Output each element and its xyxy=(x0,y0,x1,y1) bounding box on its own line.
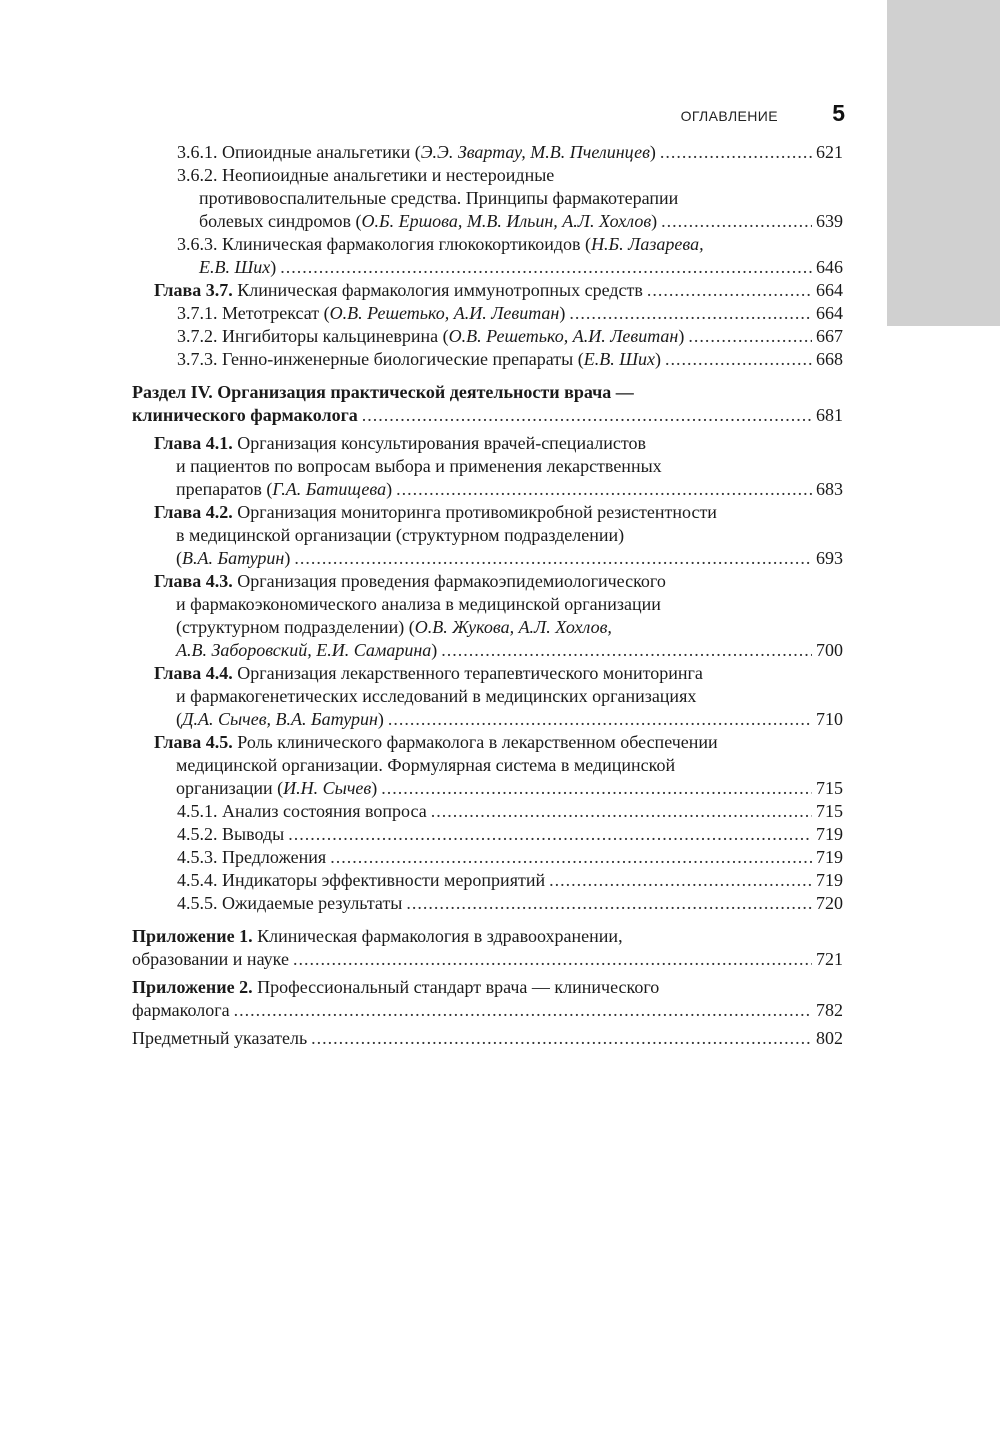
toc-subject-index[interactable]: Предметный указатель ..... 802 xyxy=(132,1027,843,1050)
entry-authors: В.А. Батурин xyxy=(182,548,285,568)
chapter-label: Глава 4.3. xyxy=(154,571,233,591)
toc-section-4[interactable] xyxy=(132,381,843,427)
chapter-label: Глава 4.4. xyxy=(154,663,233,683)
leader-dots xyxy=(441,639,812,662)
entry-authors: Д.А. Сычев, В.А. Батурин xyxy=(182,709,378,729)
leader-dots xyxy=(688,325,812,348)
leader-dots xyxy=(388,708,812,731)
page-ref: 646 xyxy=(816,257,843,277)
leader-dots xyxy=(330,846,812,869)
page-ref: 719 xyxy=(816,847,843,867)
entry-authors: И.Н. Сычев xyxy=(283,778,372,798)
page-ref: 710 xyxy=(816,709,843,729)
leader-dots xyxy=(234,999,812,1022)
page-ref: 720 xyxy=(816,893,843,913)
section-title: Раздел IV. Организация практической деятельности врача — xyxy=(132,382,634,402)
leader-dots xyxy=(569,302,812,325)
toc-entry-3-6-1[interactable]: 3.6.1. Опиоидные анальгетики (Э.Э. Звартау, М.В. Пчелинцев) ..... 621 xyxy=(132,141,843,164)
leader-dots xyxy=(396,478,812,501)
entry-authors: Г.А. Батищева xyxy=(272,479,387,499)
chapter-tab-marker xyxy=(887,0,1000,326)
leader-dots xyxy=(381,777,812,800)
chapter-label: Глава 4.1. xyxy=(154,433,233,453)
page-ref: 667 xyxy=(816,326,843,346)
toc-appendix-1[interactable]: Приложение 1. Клиническая фармакология в здравоохранении, образовании и науке ..... 721 xyxy=(132,925,843,971)
entry-authors: О.Б. Ершова, М.В. Ильин, А.Л. Хохлов xyxy=(361,211,652,231)
toc-appendix-2[interactable]: Приложение 2. Профессиональный стандарт врача — клинического фармаколога ..... 782 xyxy=(132,976,843,1022)
appendix-label: Приложение 2. xyxy=(132,977,253,997)
toc-chapter-4-4[interactable]: Глава 4.4. Организация лекарственного терапевтического мониторинга и фармакогенетических исследований в медицинских организациях (Д.А. Сычев, В.А. Батурин) ..... 710 xyxy=(132,662,843,731)
leader-dots xyxy=(288,823,812,846)
toc-entry-4-5-3[interactable]: 4.5.3. Предложения ..... 719 xyxy=(132,846,843,869)
leader-dots xyxy=(661,210,812,233)
page-ref: 715 xyxy=(816,778,843,798)
page-ref: 715 xyxy=(816,801,843,821)
entry-authors: Е.В. Ших xyxy=(583,349,655,369)
toc-chapter-4-3[interactable]: Глава 4.3. Организация проведения фармакоэпидемиологического и фармакоэкономического анализа в медицинской организации (структурном подразделении) (О.В. Жукова, А.Л. Хохлов, А.В. Заборовский, Е.И. Самарина) ..... 700 xyxy=(132,570,843,662)
leader-dots xyxy=(660,141,812,164)
leader-dots xyxy=(280,256,812,279)
page-ref: 664 xyxy=(816,280,843,300)
leader-dots xyxy=(293,948,812,971)
entry-authors: А.В. Заборовский, Е.И. Самарина xyxy=(176,640,432,660)
page-ref: 693 xyxy=(816,548,843,568)
leader-dots xyxy=(431,800,812,823)
leader-dots xyxy=(549,869,812,892)
toc-entry-4-5-1[interactable]: 4.5.1. Анализ состояния вопроса ..... 715 xyxy=(132,800,843,823)
entry-authors: Э.Э. Звартау, М.В. Пчелинцев xyxy=(420,142,650,162)
page-ref: 719 xyxy=(816,870,843,890)
page-header xyxy=(0,100,845,134)
page-ref: 683 xyxy=(816,479,843,499)
toc-entry-3-7-3[interactable]: 3.7.3. Генно-инженерные биологические препараты (Е.В. Ших) ..... 668 xyxy=(132,348,843,371)
leader-dots xyxy=(406,892,812,915)
toc-entry-4-5-4[interactable]: 4.5.4. Индикаторы эффективности мероприятий ..... 719 xyxy=(132,869,843,892)
toc-entry-4-5-2[interactable]: 4.5.2. Выводы ..... 719 xyxy=(132,823,843,846)
page-ref: 621 xyxy=(816,142,843,162)
page-ref: 802 xyxy=(816,1028,843,1048)
page-ref: 664 xyxy=(816,303,843,323)
entry-authors: О.В. Решетько, А.И. Левитан xyxy=(329,303,560,323)
page-number: 5 xyxy=(832,100,845,126)
page-ref: 719 xyxy=(816,824,843,844)
chapter-label: Глава 3.7. xyxy=(154,280,233,300)
entry-authors: Н.Б. Лазарева, xyxy=(591,234,704,254)
chapter-label: Глава 4.2. xyxy=(154,502,233,522)
leader-dots xyxy=(647,279,812,302)
page-ref: 668 xyxy=(816,349,843,369)
leader-dots xyxy=(294,547,812,570)
page-ref: 700 xyxy=(816,640,843,660)
running-title: ОГЛАВЛЕНИЕ xyxy=(680,108,778,124)
entry-authors: О.В. Решетько, А.И. Левитан xyxy=(448,326,679,346)
toc-chapter-4-1[interactable]: Глава 4.1. Организация консультирования врачей-специалистов и пациентов по вопросам выбора и применения лекарственных препаратов (Г.А. Батищева) ..... 683 xyxy=(132,432,843,501)
chapter-label: Глава 4.5. xyxy=(154,732,233,752)
entry-authors: О.В. Жукова, А.Л. Хохлов, xyxy=(414,617,612,637)
section-title: клинического фармаколога xyxy=(132,405,358,425)
page-ref: 639 xyxy=(816,211,843,231)
toc-entry-3-7-1[interactable]: 3.7.1. Метотрексат (О.В. Решетько, А.И. Левитан) ..... 664 xyxy=(132,302,843,325)
leader-dots xyxy=(665,348,812,371)
entry-authors: Е.В. Ших xyxy=(199,257,271,277)
toc-entry-4-5-5[interactable]: 4.5.5. Ожидаемые результаты ..... 720 xyxy=(132,892,843,915)
page-ref: 721 xyxy=(816,949,843,969)
toc-chapter-4-5[interactable]: Глава 4.5. Роль клинического фармаколога в лекарственном обеспечении медицинской организации. Формулярная система в медицинской организации (И.Н. Сычев) ..... 715 xyxy=(132,731,843,800)
appendix-label: Приложение 1. xyxy=(132,926,253,946)
toc-chapter-4-2[interactable]: Глава 4.2. Организация мониторинга противомикробной резистентности в медицинской организации (структурном подразделении) (В.А. Батурин) ..... 693 xyxy=(132,501,843,570)
leader-dots xyxy=(362,404,812,427)
page-ref: 782 xyxy=(816,1000,843,1020)
toc-chapter-3-7[interactable]: Глава 3.7. Клиническая фармакология иммунотропных средств ..... 664 xyxy=(132,279,843,302)
leader-dots xyxy=(311,1027,812,1050)
page-ref: 681 xyxy=(816,405,843,425)
table-of-contents xyxy=(132,141,843,1050)
toc-entry-3-6-3[interactable]: 3.6.3. Клиническая фармакология глюкокортикоидов (Н.Б. Лазарева, Е.В. Ших) ..... 646 xyxy=(132,233,843,279)
toc-entry-3-6-2[interactable]: 3.6.2. Неопиоидные анальгетики и нестероидные противовоспалительные средства. Принципы фармакотерапии болевых синдромов (О.Б. Ершова, М.В. Ильин, А.Л. Хохлов) ..... 639 xyxy=(132,164,843,233)
toc-entry-3-7-2[interactable]: 3.7.2. Ингибиторы кальциневрина (О.В. Решетько, А.И. Левитан) ..... 667 xyxy=(132,325,843,348)
